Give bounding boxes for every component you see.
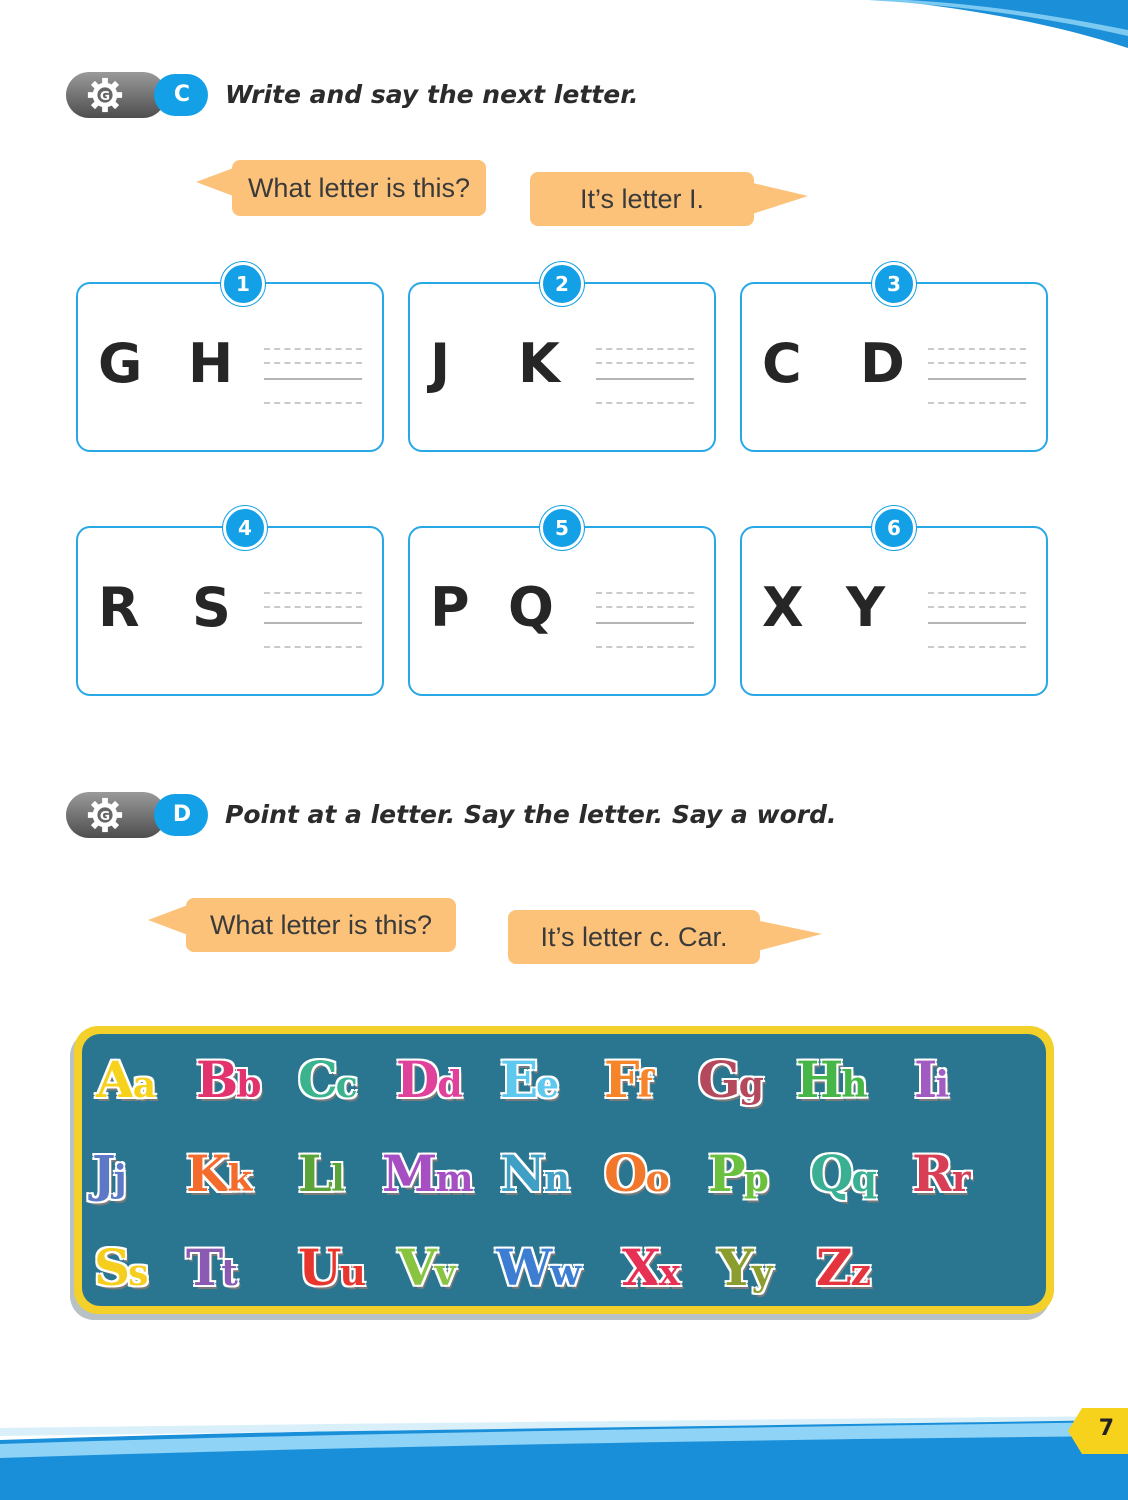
uppercase-letter: Y bbox=[718, 1238, 754, 1297]
exercise-card-6 bbox=[740, 526, 1048, 696]
lowercase-letter: z bbox=[850, 1252, 871, 1294]
alphabet-letter-pair[interactable] bbox=[186, 1144, 252, 1203]
uppercase-letter: Q bbox=[810, 1144, 854, 1203]
lowercase-letter: a bbox=[132, 1064, 157, 1106]
lowercase-letter: n bbox=[543, 1158, 570, 1200]
item-number-6: 6 bbox=[872, 506, 916, 550]
alphabet-board bbox=[74, 1026, 1054, 1314]
section-d-letter: D bbox=[172, 802, 192, 827]
uppercase-letter: K bbox=[186, 1144, 230, 1203]
writing-lines[interactable] bbox=[928, 592, 1026, 652]
uppercase-letter: B bbox=[196, 1050, 239, 1109]
uppercase-letter: C bbox=[298, 1050, 338, 1109]
bubble-tail-right bbox=[740, 176, 810, 222]
lowercase-letter: q bbox=[851, 1158, 877, 1200]
uppercase-letter: L bbox=[298, 1144, 334, 1203]
exercise-card-1 bbox=[76, 282, 384, 452]
lowercase-letter: c bbox=[335, 1064, 358, 1106]
lowercase-letter: l bbox=[331, 1158, 345, 1200]
card-letter-2: H bbox=[188, 332, 234, 395]
card-letter-2: S bbox=[192, 576, 231, 639]
card-letter-2: K bbox=[518, 332, 560, 395]
alphabet-letter-pair[interactable] bbox=[622, 1238, 680, 1297]
uppercase-letter: S bbox=[94, 1238, 131, 1297]
alphabet-letter-pair[interactable] bbox=[698, 1050, 764, 1109]
card-letter-2: Q bbox=[508, 576, 554, 639]
section-c-letter: C bbox=[173, 82, 191, 107]
card-letter-1: G bbox=[98, 332, 143, 395]
card-letter-2: D bbox=[860, 332, 905, 395]
uppercase-letter: J bbox=[92, 1144, 116, 1203]
gear-icon bbox=[86, 796, 124, 834]
item-number-2: 2 bbox=[540, 262, 584, 306]
alphabet-letter-pair[interactable] bbox=[298, 1238, 366, 1297]
alphabet-letter-pair[interactable] bbox=[186, 1238, 238, 1297]
writing-lines[interactable] bbox=[264, 348, 362, 408]
lowercase-letter: t bbox=[221, 1252, 238, 1294]
alphabet-letter-pair[interactable] bbox=[96, 1050, 156, 1109]
alphabet-letter-pair[interactable] bbox=[604, 1144, 670, 1203]
uppercase-letter: V bbox=[398, 1238, 437, 1297]
alphabet-letter-pair[interactable] bbox=[94, 1238, 148, 1297]
card-letter-2: Y bbox=[846, 576, 886, 639]
speech-bubble-answer-c: It’s letter I. bbox=[530, 172, 754, 226]
section-d-instruction: Point at a letter. Say the letter. Say a word. bbox=[225, 800, 837, 829]
alphabet-letter-pair[interactable] bbox=[816, 1238, 871, 1297]
uppercase-letter: P bbox=[708, 1144, 746, 1203]
item-number-1: 1 bbox=[221, 262, 265, 306]
alphabet-letter-pair[interactable] bbox=[708, 1144, 769, 1203]
lowercase-letter: j bbox=[113, 1158, 127, 1200]
lowercase-letter: r bbox=[951, 1158, 971, 1200]
section-d-badge bbox=[66, 792, 208, 838]
gear-icon bbox=[86, 76, 124, 114]
svg-text:G: G bbox=[99, 88, 111, 103]
lowercase-letter: d bbox=[437, 1064, 463, 1106]
item-number-5: 5 bbox=[540, 506, 584, 550]
uppercase-letter: I bbox=[914, 1050, 938, 1109]
lowercase-letter: e bbox=[536, 1064, 560, 1106]
item-number-3: 3 bbox=[872, 262, 916, 306]
uppercase-letter: U bbox=[298, 1238, 342, 1297]
alphabet-letter-pair[interactable] bbox=[500, 1050, 559, 1109]
writing-lines[interactable] bbox=[596, 592, 694, 652]
exercise-card-3 bbox=[740, 282, 1048, 452]
uppercase-letter: H bbox=[796, 1050, 844, 1109]
lowercase-letter: k bbox=[227, 1158, 253, 1200]
alphabet-letter-pair[interactable] bbox=[298, 1144, 345, 1203]
uppercase-letter: Z bbox=[816, 1238, 853, 1297]
lowercase-letter: w bbox=[550, 1252, 582, 1294]
uppercase-letter: M bbox=[382, 1144, 438, 1203]
uppercase-letter: N bbox=[500, 1144, 546, 1203]
bottom-wave-decoration bbox=[0, 1410, 1128, 1500]
lowercase-letter: h bbox=[841, 1064, 868, 1106]
alphabet-letter-pair[interactable] bbox=[92, 1144, 127, 1203]
uppercase-letter: D bbox=[396, 1050, 440, 1109]
lowercase-letter: o bbox=[645, 1158, 670, 1200]
bubble-tail-right bbox=[746, 914, 826, 960]
uppercase-letter: G bbox=[698, 1050, 741, 1109]
alphabet-letter-pair[interactable] bbox=[796, 1050, 867, 1109]
exercise-card-2 bbox=[408, 282, 716, 452]
card-letter-1: P bbox=[430, 576, 470, 639]
card-letter-1: J bbox=[430, 332, 451, 395]
uppercase-letter: W bbox=[496, 1238, 553, 1297]
writing-lines[interactable] bbox=[928, 348, 1026, 408]
uppercase-letter: E bbox=[500, 1050, 539, 1109]
alphabet-letter-pair[interactable] bbox=[912, 1144, 971, 1203]
alphabet-letter-pair[interactable] bbox=[914, 1050, 949, 1109]
item-number-4: 4 bbox=[223, 506, 267, 550]
alphabet-grid bbox=[82, 1034, 1046, 1306]
lowercase-letter: b bbox=[236, 1064, 262, 1106]
alphabet-letter-pair[interactable] bbox=[810, 1144, 877, 1203]
lowercase-letter: m bbox=[435, 1158, 474, 1200]
alphabet-letter-pair[interactable] bbox=[382, 1144, 473, 1203]
top-wave-decoration bbox=[828, 0, 1128, 60]
lowercase-letter: g bbox=[738, 1064, 764, 1106]
lowercase-letter: p bbox=[743, 1158, 769, 1200]
speech-bubble-question-c: What letter is this? bbox=[232, 160, 486, 216]
writing-lines[interactable] bbox=[264, 592, 362, 652]
lowercase-letter: i bbox=[935, 1064, 950, 1106]
uppercase-letter: O bbox=[604, 1144, 648, 1203]
alphabet-letter-pair[interactable] bbox=[500, 1144, 570, 1203]
alphabet-letter-pair[interactable] bbox=[196, 1050, 261, 1109]
card-letter-1: X bbox=[762, 576, 804, 639]
alphabet-letter-pair[interactable] bbox=[496, 1238, 581, 1297]
lowercase-letter: y bbox=[751, 1252, 773, 1294]
card-letter-1: R bbox=[98, 576, 140, 639]
lowercase-letter: x bbox=[658, 1252, 681, 1294]
uppercase-letter: A bbox=[96, 1050, 135, 1109]
page-number: 7 bbox=[1098, 1416, 1114, 1441]
writing-lines[interactable] bbox=[596, 348, 694, 408]
lowercase-letter: u bbox=[339, 1252, 366, 1294]
uppercase-letter: F bbox=[604, 1050, 640, 1109]
svg-text:G: G bbox=[99, 808, 111, 823]
lowercase-letter: s bbox=[128, 1252, 149, 1294]
exercise-card-5 bbox=[408, 526, 716, 696]
lowercase-letter: v bbox=[434, 1252, 456, 1294]
exercise-card-4 bbox=[76, 526, 384, 696]
alphabet-letter-pair[interactable] bbox=[398, 1238, 456, 1297]
uppercase-letter: T bbox=[186, 1238, 224, 1297]
alphabet-letter-pair[interactable] bbox=[718, 1238, 773, 1297]
uppercase-letter: X bbox=[622, 1238, 661, 1297]
alphabet-letter-pair[interactable] bbox=[604, 1050, 653, 1109]
section-c-instruction: Write and say the next letter. bbox=[225, 80, 639, 109]
speech-bubble-answer-d: It’s letter c. Car. bbox=[508, 910, 760, 964]
alphabet-letter-pair[interactable] bbox=[298, 1050, 358, 1109]
speech-bubble-question-d: What letter is this? bbox=[186, 898, 456, 952]
uppercase-letter: R bbox=[912, 1144, 954, 1203]
card-letter-1: C bbox=[762, 332, 802, 395]
section-c-badge bbox=[66, 72, 208, 118]
lowercase-letter: f bbox=[637, 1064, 653, 1106]
alphabet-letter-pair[interactable] bbox=[396, 1050, 463, 1109]
